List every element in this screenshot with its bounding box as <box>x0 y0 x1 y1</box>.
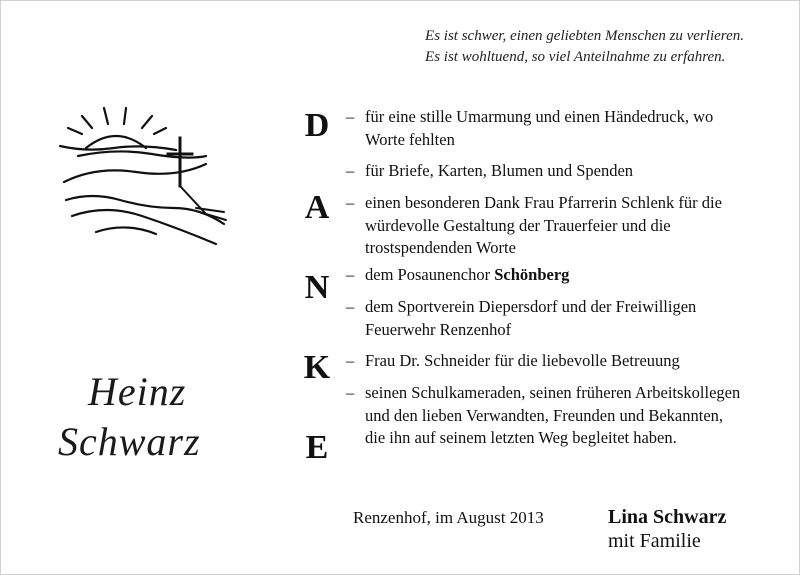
epigraph-quote <box>425 26 744 68</box>
item-text: dem Sportverein Diepersdorf und der Freiwilligen Feuerwehr Renzenhof <box>365 297 697 339</box>
item-text <box>346 264 746 287</box>
deceased-first-name: Heinz <box>88 369 187 414</box>
list-item <box>346 296 746 341</box>
item-dash: – <box>346 265 355 284</box>
item-dash: – <box>346 161 355 180</box>
item-text: seinen Schulkameraden, seinen früheren Arbeitskollegen und den lieben Verwandten, Freunden und Bekannten, die ihn auf seinem letzten Weg begleitet haben. <box>365 383 741 447</box>
item-dash: – <box>346 107 355 126</box>
item-dash: – <box>346 297 355 316</box>
item-text: einen besonderen Dank Frau Pfarrerin Schlenk für die würdevolle Gestaltung der Trauerfeier und die trostspendenden Worte <box>365 193 722 257</box>
list-item <box>346 350 746 373</box>
item-dash: – <box>346 351 355 370</box>
quote-line-1: Es ist schwer, einen geliebten Menschen zu verlieren. <box>425 28 744 44</box>
danke-letter-e: E <box>305 429 329 466</box>
place-date: Renzenhof, im August 2013 <box>353 508 544 527</box>
quote-line-2: Es ist wohltuend, so viel Anteilnahme zu erfahren. <box>425 49 726 65</box>
item-text: für eine stille Umarmung und einen Händedruck, wo Worte fehlten <box>365 107 714 149</box>
item-text: Frau Dr. Schneider für die liebevolle Betreuung <box>365 351 680 370</box>
item-text-bold: Schönberg <box>494 265 570 284</box>
item-dash: – <box>346 193 355 212</box>
list-item <box>346 192 746 260</box>
list-item <box>346 382 746 450</box>
signer-name: Lina Schwarz <box>608 506 727 528</box>
signer-family: mit Familie <box>608 530 701 552</box>
sunrise-hills-cross-icon <box>56 104 236 254</box>
item-dash: – <box>346 383 355 402</box>
danke-letter-n: N <box>304 269 330 306</box>
signature-block <box>608 505 726 553</box>
danke-letter-k: K <box>303 349 331 386</box>
item-text: für Briefe, Karten, Blumen und Spenden <box>365 161 634 180</box>
list-item <box>346 160 746 183</box>
danke-letter-a: A <box>304 189 330 226</box>
deceased-last-name: Schwarz <box>58 419 201 464</box>
list-item <box>346 106 746 151</box>
list-item <box>346 264 746 287</box>
danke-letter-d: D <box>304 107 330 144</box>
item-text-pre: dem Posaunenchor <box>365 265 495 284</box>
